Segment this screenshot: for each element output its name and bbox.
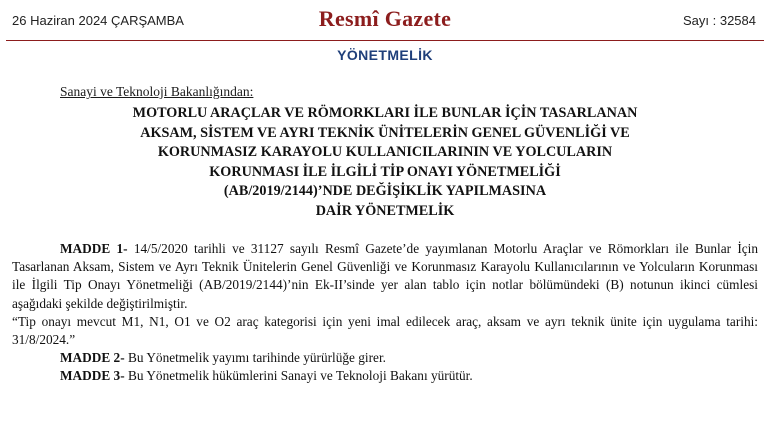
article-1-text: 14/5/2020 tarihli ve 31127 sayılı Resmî Gazete’de yayımlanan Motorlu Araçlar ve Römorkları ile Bunlar İçin Tasarlanan Aksam, Sistem ve Ayrı Teknik Ünitelerin Genel Güvenliği ve Korunmasız Karayolu Kullanıcılarının ve Yolcuların Korunması ile İlgili Tip Onayı Yönetmeliği (AB/2019/2144)’nin Ek-II’sinde yer alan tablo için notlar bölümündeki (B) notunun ikinci cümlesi aşağıdaki şekilde değiştirilmiştir. — [12, 241, 758, 311]
article-1-quote: “Tip onayı mevcut M1, N1, O1 ve O2 araç kategorisi için yeni imal edilecek araç, aksam ve ayrı teknik ünite için uygulama tarihi: 31/8/2024.” — [12, 313, 758, 348]
section-heading: YÖNETMELİK — [337, 47, 433, 63]
issue-date: 26 Haziran 2024 ÇARŞAMBA — [12, 13, 184, 28]
issue-number: Sayı : 32584 — [683, 13, 756, 28]
article-3-text: Bu Yönetmelik hükümlerini Sanayi ve Teknoloji Bakanı yürütür. — [124, 368, 473, 384]
gazette-header — [0, 0, 770, 42]
article-3-label: MADDE 3- — [60, 368, 125, 384]
article-1 — [12, 240, 758, 313]
regulation-title-line: MOTORLU ARAÇLAR VE RÖMORKLARI İLE BUNLAR İÇİN TASARLANAN — [132, 105, 638, 121]
gazette-title: Resmî Gazete — [318, 6, 452, 31]
header-divider — [6, 40, 764, 41]
regulation-body — [12, 240, 758, 386]
article-2-label: MADDE 2- — [60, 350, 125, 366]
regulation-title-line: (AB/2019/2144)’NDE DEĞİŞİKLİK YAPILMASINA — [223, 183, 547, 199]
article-2 — [12, 349, 758, 367]
article-3 — [12, 367, 758, 385]
regulation-title-line: AKSAM, SİSTEM VE AYRI TEKNİK ÜNİTELERİN GENEL GÜVENLİĞİ VE — [140, 124, 630, 141]
article-2-text: Bu Yönetmelik yayımı tarihinde yürürlüğe girer. — [124, 350, 386, 366]
article-1-label: MADDE 1- — [60, 241, 128, 256]
regulation-title-line: KORUNMASI İLE İLGİLİ TİP ONAYI YÖNETMELİĞİ — [209, 163, 561, 180]
regulation-title — [80, 104, 690, 221]
ministry-name: Sanayi ve Teknoloji Bakanlığından: — [60, 84, 254, 99]
regulation-title-line: DAİR YÖNETMELİK — [315, 202, 455, 219]
regulation-title-line: KORUNMASIZ KARAYOLU KULLANICILARININ VE YOLCULARIN — [157, 144, 613, 160]
